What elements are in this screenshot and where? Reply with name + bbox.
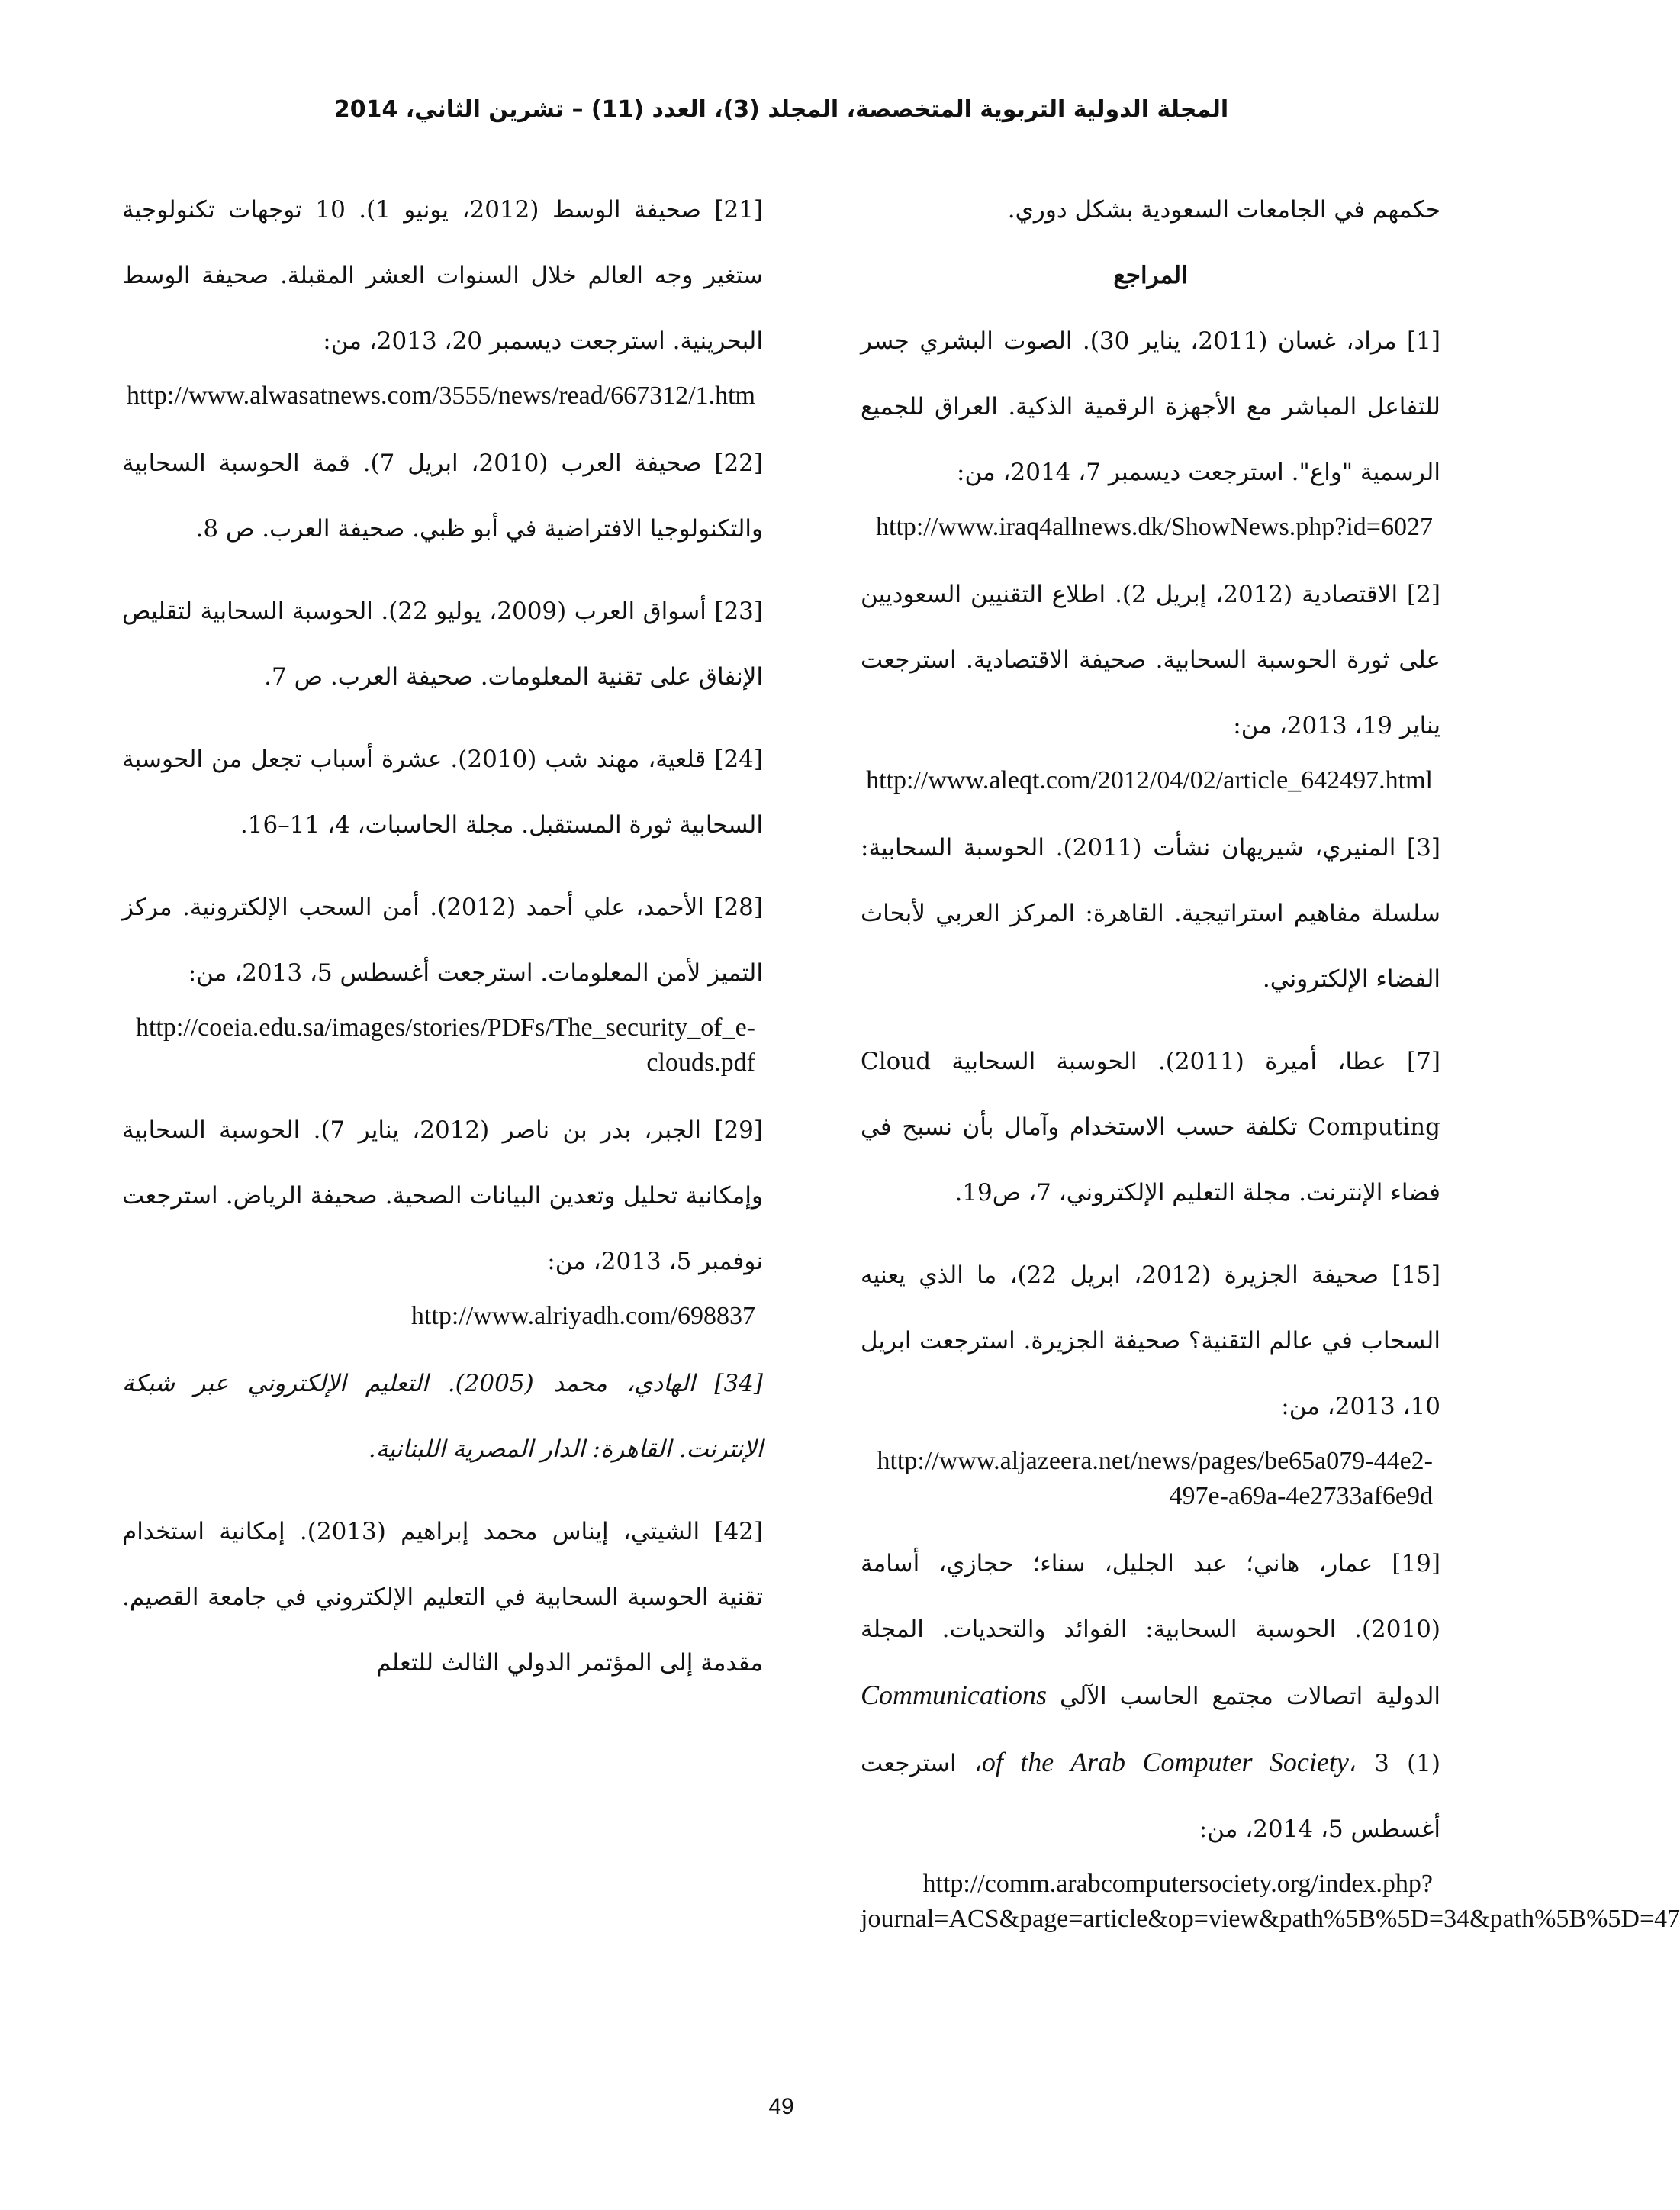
- reference-item: [861, 308, 1440, 545]
- reference-url[interactable]: http://www.aleqt.com/2012/04/02/article_642497.html: [866, 766, 1433, 794]
- reference-text: [22] صحيفة العرب (2010، ابريل 7). قمة الحوسبة السحابية والتكنولوجيا الافتراضية في أبو ظبي. صحيفة العرب. ص 8.: [122, 449, 763, 543]
- reference-item: [861, 815, 1440, 1012]
- reference-item: [122, 1351, 763, 1482]
- reference-item: [122, 430, 763, 562]
- reference-text: [21] صحيفة الوسط (2012، يونيو 1). 10 توجهات تكنولوجية ستغير وجه العالم خلال السنوات العشر المقبلة. صحيفة الوسط البحرينية. استرجعت ديسمبر 20، 2013، من:: [122, 196, 763, 355]
- reference-url[interactable]: http://comm.arabcomputersociety.org/index.php?journal=ACS&page=article&op=view&path%5B%5D=34&path%5B%5D=47: [861, 1870, 1680, 1933]
- reference-url[interactable]: http://www.alriyadh.com/698837: [410, 1302, 755, 1330]
- reference-text: [28] الأحمد، علي أحمد (2012). أمن السحب الإلكترونية. مركز التميز لأمن المعلومات. استرجعت أغسطس 5، 2013، من:: [122, 894, 763, 987]
- reference-text: [29] الجبر، بدر بن ناصر (2012، يناير 7). الحوسبة السحابية وإمكانية تحليل وتعدين البيانات الصحية. صحيفة الرياض. استرجعت نوفمبر 5، 2013، من:: [122, 1116, 764, 1275]
- reference-text: [24] قلعية، مهند شب (2010). عشرة أسباب تجعل من الحوسبة السحابية ثورة المستقبل. مجلة الحاسبات، 4، 11–16.: [122, 746, 763, 839]
- running-header: المجلة الدولية التربوية المتخصصة، المجلد (3)، العدد (11) – تشرين الثاني، 2014: [333, 96, 1229, 123]
- reference-url[interactable]: http://www.alwasatnews.com/3555/news/read/667312/1.htm: [126, 382, 755, 410]
- reference-text: [3] المنيري، شيريهان نشأت (2011). الحوسبة السحابية: سلسلة مفاهيم استراتيجية. القاهرة: المركز العربي لأبحاث الفضاء الإلكتروني.: [861, 834, 1440, 993]
- reference-item: [861, 562, 1440, 798]
- intro-text: حكمهم في الجامعات السعودية بشكل دوري.: [1007, 196, 1440, 224]
- reference-text: [42] الشيتي، إيناس محمد إبراهيم (2013). إمكانية استخدام تقنية الحوسبة السحابية في التعليم الإلكتروني في جامعة القصيم. مقدمة إلى المؤتمر الدولي الثالث للتعلم: [122, 1518, 763, 1677]
- reference-item: [122, 875, 763, 1081]
- reference-item: [122, 1499, 763, 1696]
- reference-text: [7] عطا، أميرة (2011). الحوسبة السحابية Cloud Computing تكلفة حسب الاستخدام وآمال بأن نسبح في فضاء الإنترنت. مجلة التعليم الإلكتروني، 7، ص19.: [861, 1048, 1440, 1206]
- reference-item: [122, 726, 763, 858]
- left-column: [122, 177, 763, 1712]
- reference-url[interactable]: http://coeia.edu.sa/images/stories/PDFs/The_security_of_e-clouds.pdf: [135, 1013, 755, 1077]
- reference-text: [1] مراد، غسان (2011، يناير 30). الصوت البشري جسر للتفاعل المباشر مع الأجهزة الرقمية الذكية. العراق للجميع الرسمية "واع". استرجعت ديسمبر 7، 2014، من:: [861, 327, 1440, 486]
- right-column: [861, 177, 1680, 1954]
- reference-item: [861, 1029, 1440, 1226]
- reference-item: [122, 1097, 763, 1334]
- reference-text: [861, 1531, 1440, 1862]
- reference-item: [861, 1242, 1440, 1514]
- references-heading: المراجع: [1113, 262, 1188, 289]
- reference-url[interactable]: http://www.iraq4allnews.dk/ShowNews.php?id=6027: [876, 513, 1433, 541]
- reference-text: [34] الهادي، محمد (2005). التعليم الإلكتروني عبر شبكة الإنترنت. القاهرة: الدار المصرية اللبنانية.: [122, 1370, 763, 1463]
- reference-item: [122, 578, 763, 710]
- reference-text: [2] الاقتصادية (2012، إبريل 2). اطلاع التقنيين السعوديين على ثورة الحوسبة السحابية. صحيفة الاقتصادية. استرجعت يناير 19، 2013، من:: [861, 581, 1440, 739]
- reference-text: [15] صحيفة الجزيرة (2012، ابريل 22)، ما الذي يعنيه السحاب في عالم التقنية؟ صحيفة الجزيرة. استرجعت ابريل 10، 2013، من:: [861, 1261, 1441, 1420]
- reference-url[interactable]: http://www.aljazeera.net/news/pages/be65a079-44e2-497e-a69a-4e2733af6e9d: [877, 1447, 1433, 1510]
- reference-item: [861, 1531, 1680, 1937]
- reference-text-part: [19] عمار، هاني؛ عبد الجليل، سناء؛ حجازي، أسامة (2010). الحوسبة السحابية: الفوائد والتحديات. المجلة الدولية اتصالات مجتمع الحاسب الآلي: [861, 1550, 1441, 1710]
- reference-english-title: Communications of the Arab Computer Society: [861, 1680, 1349, 1777]
- reference-text-part: ، 3 (1)، استرجعت أغسطس 5، 2014، من:: [861, 1750, 1441, 1843]
- reference-text: [23] أسواق العرب (2009، يوليو 22). الحوسبة السحابية لتقليص الإنفاق على تقنية المعلومات. صحيفة العرب. ص 7.: [122, 598, 763, 691]
- page-number: 49: [768, 2094, 794, 2119]
- reference-item: [122, 177, 763, 414]
